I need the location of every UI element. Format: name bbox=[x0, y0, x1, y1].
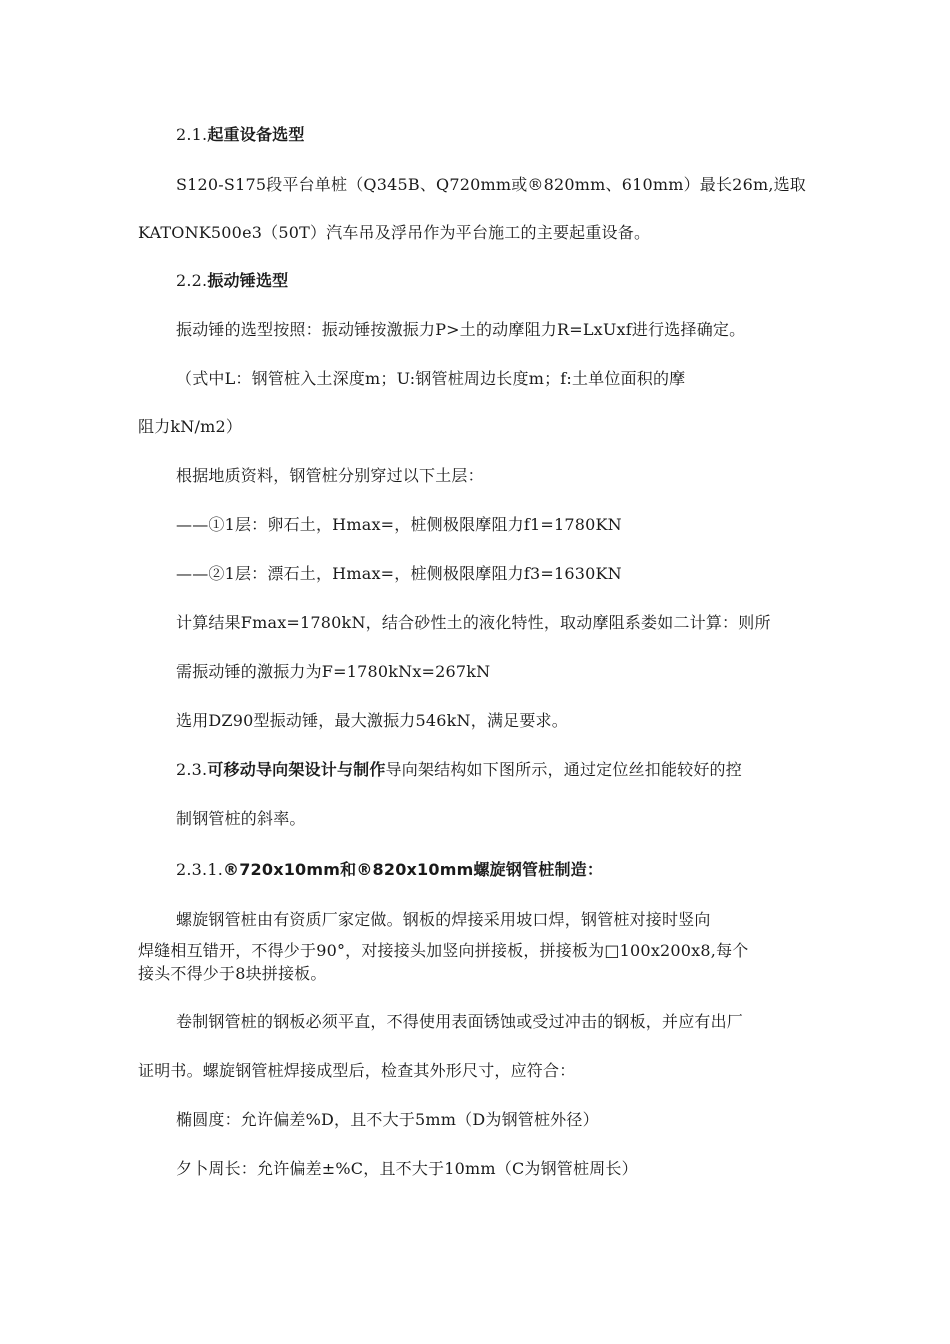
paragraph-line: （式中L：钢管桩入土深度m；U:钢管桩周边长度m；f:土单位面积的摩 bbox=[176, 369, 686, 388]
paragraph-line: 夕卜周长：允许偏差±%C，且不大于10mm（C为钢管桩周长） bbox=[176, 1159, 638, 1178]
heading-title: 起重设备选型 bbox=[207, 125, 305, 144]
paragraph-line: ——②1层：漂石土，Hmax=，桩侧极限摩阻力f3=1630KN bbox=[176, 564, 622, 583]
heading-title: 振动锤选型 bbox=[207, 271, 289, 290]
heading-title: ®720x10mm和®820x10mm螺旋钢管桩制造： bbox=[223, 860, 604, 879]
heading-number: 2.3.1. bbox=[176, 860, 223, 879]
paragraph-line: KATONK500e3（50T）汽车吊及浮吊作为平台施工的主要起重设备。 bbox=[138, 223, 651, 242]
paragraph-line: 需振动锤的激振力为F=1780kNx=267kN bbox=[176, 662, 491, 681]
paragraph-line: 振动锤的选型按照：振动锤按激振力P>土的动摩阻力R=LxUxf进行选择确定。 bbox=[176, 320, 746, 339]
paragraph-line: S120-S175段平台单桩（Q345B、Q720mm或®820mm、610mm）最长26m,选取 bbox=[176, 175, 807, 194]
heading-2-3-1 bbox=[176, 859, 603, 881]
heading-2-2 bbox=[176, 270, 288, 292]
paragraph-line: 阻力kN/m2） bbox=[138, 417, 243, 436]
paragraph-line: 证明书。螺旋钢管桩焊接成型后，检查其外形尺寸，应符合： bbox=[138, 1061, 576, 1080]
paragraph-line: 根据地质资料，钢管桩分别穿过以下土层： bbox=[176, 466, 484, 485]
paragraph-line: 卷制钢管桩的钢板必须平直，不得使用表面锈蚀或受过冲击的钢板，并应有出厂 bbox=[176, 1012, 744, 1031]
heading-number: 2.2. bbox=[176, 271, 208, 290]
heading-number: 2.1. bbox=[176, 125, 208, 144]
paragraph-line: 焊缝相互错开，不得少于90°，对接接头加竖向拼接板，拼接板为□100x200x8,每个 bbox=[138, 941, 749, 960]
paragraph-line: 螺旋钢管桩由有资质厂家定做。钢板的焊接采用坡口焊，钢管桩对接时竖向 bbox=[176, 910, 711, 929]
paragraph-line: ——①1层：卵石土，Hmax=，桩侧极限摩阻力f1=1780KN bbox=[176, 515, 622, 534]
heading-rest: 导向架结构如下图所示，通过定位丝扣能较好的控 bbox=[385, 760, 742, 779]
paragraph-line: 计算结果Fmax=1780kN，结合砂性土的液化特性，取动摩阻系娄如二计算：则所 bbox=[176, 613, 771, 632]
paragraph-line: 接头不得少于8块拼接板。 bbox=[138, 964, 327, 983]
heading-number: 2.3. bbox=[176, 760, 208, 779]
paragraph-line: 选用DZ90型振动锤，最大激振力546kN，满足要求。 bbox=[176, 711, 568, 730]
heading-2-1 bbox=[176, 124, 305, 146]
heading-2-3 bbox=[176, 759, 742, 781]
heading-title: 可移动导向架设计与制作 bbox=[207, 760, 386, 779]
paragraph-line: 椭圆度：允许偏差%D，且不大于5mm（D为钢管桩外径） bbox=[176, 1110, 599, 1129]
paragraph-line: 制钢管桩的斜率。 bbox=[176, 809, 306, 828]
